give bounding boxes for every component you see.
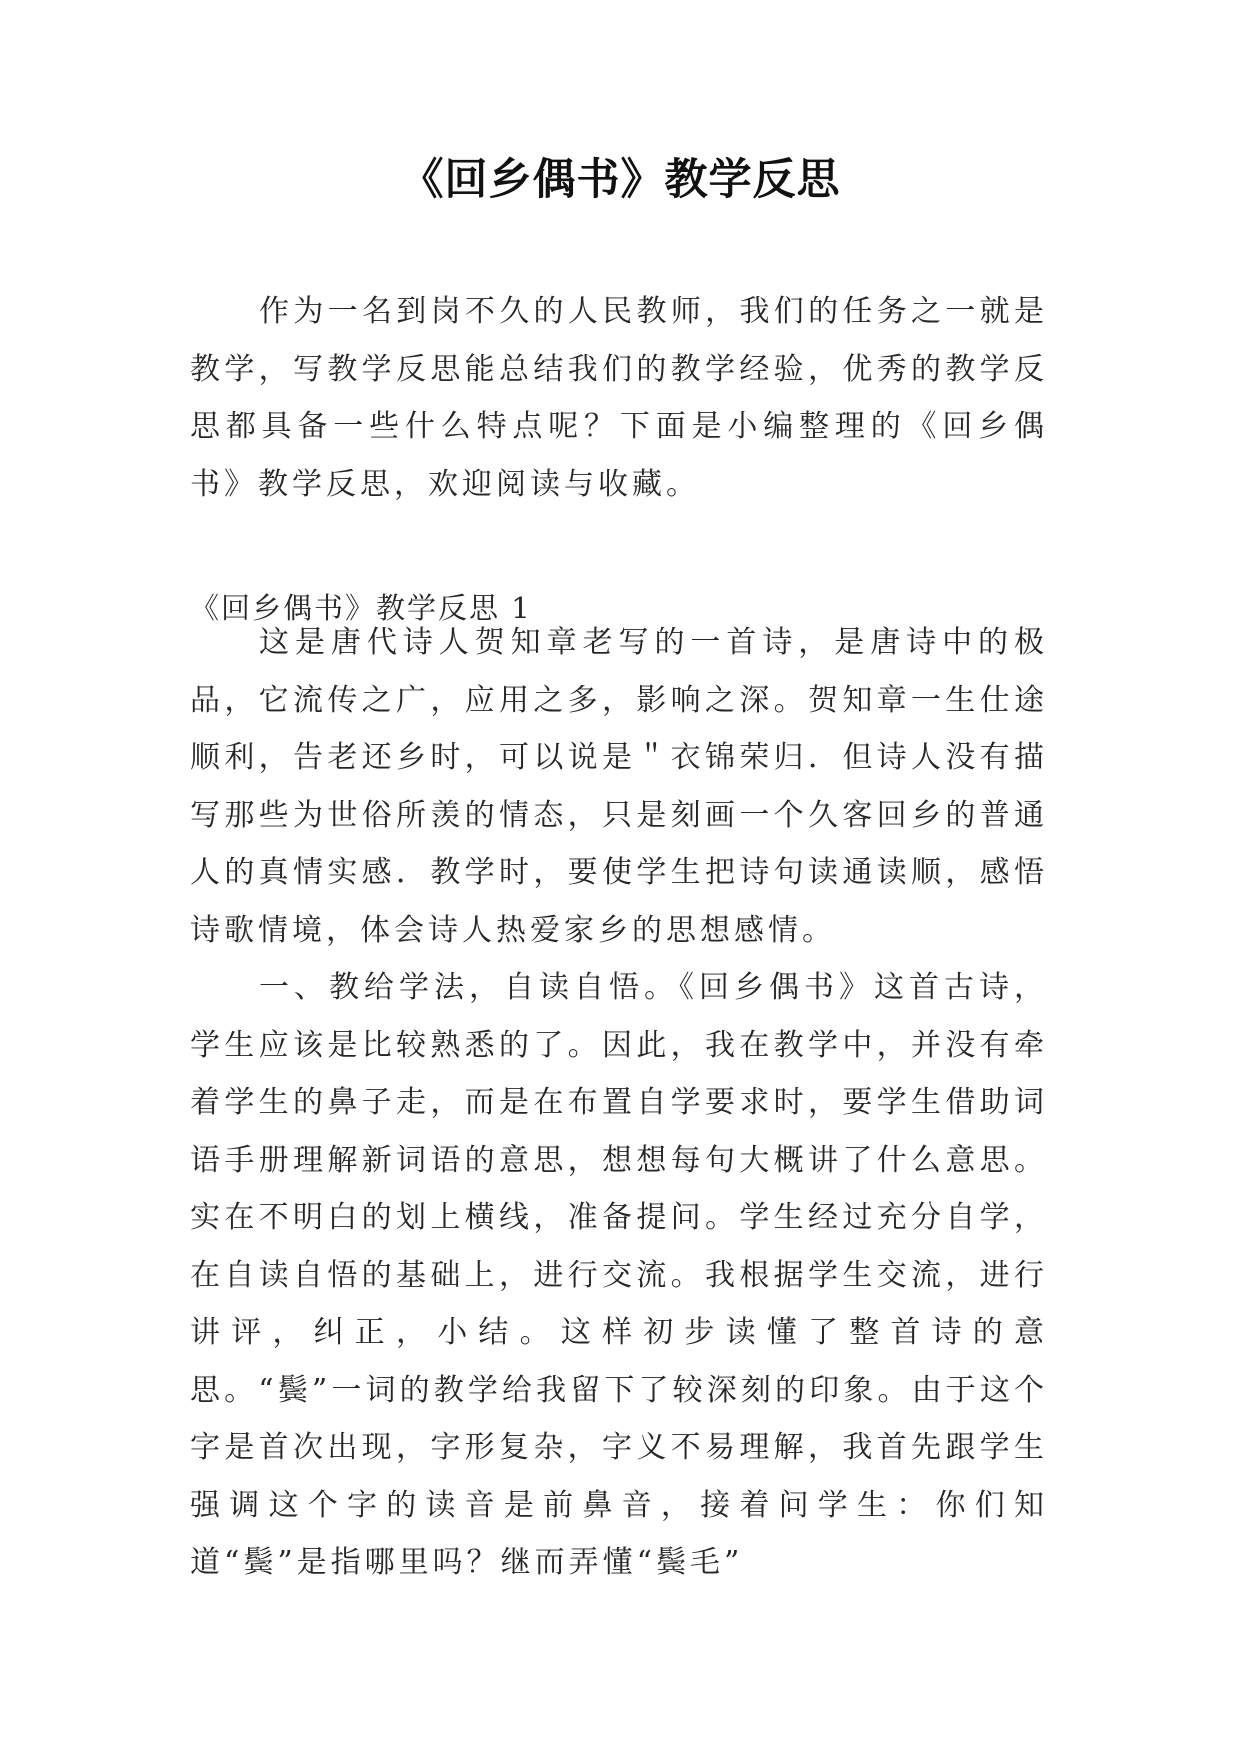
section-body	[190, 614, 1048, 1592]
body-paragraph: 一、教给学法，自读自悟。《回乡偶书》这首古诗，学生应该是比较熟悉的了。因此，我在教学中，并没有牵着学生的鼻子走，而是在布置自学要求时，要学生借助词语手册理解新词语的意思，想想每句大概讲了什么意思。实在不明白的划上横线，准备提问。学生经过充分自学，在自读自悟的基础上，进行交流。我根据学生交流，进行讲评，纠正，小结。这样初步读懂了整首诗的意思。“鬓”一词的教学给我留下了较深刻的印象。由于这个字是首次出现，字形复杂，字义不易理解，我首先跟学生强调这个字的读音是前鼻音，接着问学生：你们知道“鬓”是指哪里吗？继而弄懂“鬓毛”	[190, 970, 1048, 1580]
document-title: 《回乡偶书》教学反思	[400, 155, 841, 205]
section-heading: 《回乡偶书》教学反思 1	[190, 591, 532, 625]
intro-block	[190, 283, 1048, 513]
intro-paragraph: 作为一名到岗不久的人民教师，我们的任务之一就是教学，写教学反思能总结我们的教学经验，优秀的教学反思都具备一些什么特点呢？下面是小编整理的《回乡偶书》教学反思，欢迎阅读与收藏。	[190, 294, 1048, 502]
body-paragraph: 这是唐代诗人贺知章老写的一首诗，是唐诗中的极品，它流传之广，应用之多，影响之深。贺知章一生仕途顺利，告老还乡时，可以说是＂衣锦荣归．但诗人没有描写那些为世俗所羡的情态，只是刻画一个久客回乡的普通人的真情实感．教学时，要使学生把诗句读通读顺，感悟诗歌情境，体会诗人热爱家乡的思想感情。	[190, 625, 1048, 948]
